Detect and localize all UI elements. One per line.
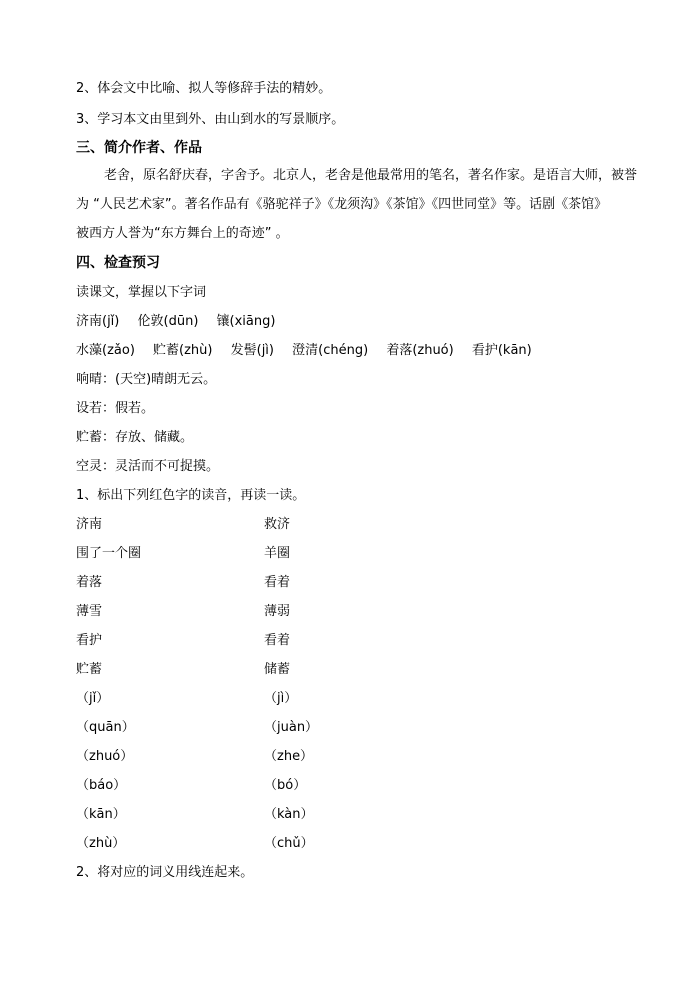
pair-right-word: 薄弱	[264, 604, 291, 619]
pinyin-left: （báo）	[76, 778, 127, 793]
pair-left-word: 看护	[76, 633, 103, 648]
vocab-word: 水藻(zǎo)	[76, 343, 135, 358]
pair-left-word: 济南	[76, 517, 103, 532]
pair-left-word: 围了一个圈	[76, 546, 142, 561]
vocab-row-1	[76, 313, 289, 331]
vocab-word: 伦敦(dūn)	[137, 314, 199, 329]
pinyin-right: （kàn）	[264, 807, 314, 822]
author-paragraph-line-2: 为 “人民艺术家”。著名作品有《骆驼祥子》《龙须沟》《茶馆》《四世同堂》等。话剧《茶馆》	[76, 197, 608, 212]
pair-left-word: 薄雪	[76, 604, 103, 619]
definition-3: 贮蓄：存放、储藏。	[76, 430, 194, 445]
goal-2: 2、体会文中比喻、拟人等修辞手法的精妙。	[76, 81, 332, 96]
goal-3: 3、学习本文由里到外、由山到水的写景顺序。	[76, 112, 345, 127]
vocab-row-2	[76, 342, 546, 360]
author-paragraph-line-1: 老舍，原名舒庆春，字舍予。北京人，老舍是他最常用的笔名，著名作家。是语言大师，被誉	[104, 168, 638, 183]
preview-intro: 读课文，掌握以下字词	[76, 285, 207, 300]
pair-right-word: 羊圈	[264, 546, 291, 561]
vocab-word: 着落(zhuó)	[386, 343, 454, 358]
pair-left-word: 贮蓄	[76, 662, 103, 677]
task-1: 1、标出下列红色字的读音，再读一读。	[76, 488, 306, 503]
pair-right-word: 救济	[264, 517, 291, 532]
definition-4: 空灵：灵活而不可捉摸。	[76, 459, 220, 474]
pair-left-word: 着落	[76, 575, 103, 590]
pinyin-right: （zhe）	[264, 749, 314, 764]
definition-1: 响晴：(天空)晴朗无云。	[76, 372, 217, 387]
pinyin-right: （jì）	[264, 691, 298, 706]
task-2: 2、将对应的词义用线连起来。	[76, 865, 254, 880]
vocab-word: 看护(kān)	[471, 343, 532, 358]
author-paragraph-line-3: 被西方人誉为“东方舞台上的奇迹” 。	[76, 226, 289, 241]
pinyin-left: （zhù）	[76, 836, 126, 851]
pinyin-right: （bó）	[264, 778, 307, 793]
vocab-word: 澄清(chéng)	[292, 343, 369, 358]
vocab-word: 济南(jǐ)	[76, 314, 120, 329]
section-4-heading: 四、检查预习	[76, 255, 160, 271]
definition-2: 设若：假若。	[76, 401, 155, 416]
pinyin-right: （chǔ）	[264, 836, 314, 851]
pinyin-left: （quān）	[76, 720, 135, 735]
pinyin-right: （juàn）	[264, 720, 319, 735]
vocab-word: 贮蓄(zhù)	[153, 343, 213, 358]
pair-right-word: 看着	[264, 575, 291, 590]
pair-right-word: 看着	[264, 633, 291, 648]
vocab-word: 镶(xiāng)	[216, 314, 276, 329]
vocab-word: 发髻(jì)	[230, 343, 274, 358]
section-3-heading: 三、简介作者、作品	[76, 140, 202, 156]
pinyin-left: （jǐ）	[76, 691, 110, 706]
pinyin-left: （kān）	[76, 807, 126, 822]
pair-right-word: 储蓄	[264, 662, 291, 677]
pinyin-left: （zhuó）	[76, 749, 134, 764]
